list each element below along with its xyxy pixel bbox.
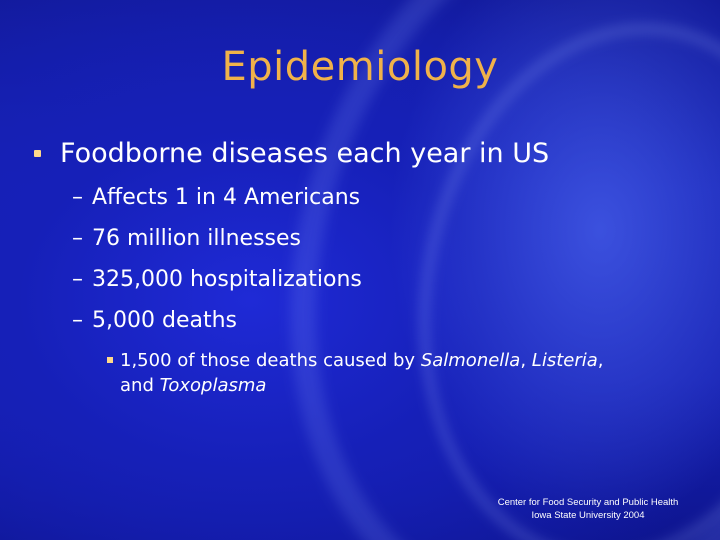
bullet-main: [34, 138, 694, 170]
sub-bullet-text: Affects 1 in 4 Americans: [92, 185, 361, 210]
pathogen-toxoplasma: Toxoplasma: [159, 375, 267, 396]
dash-icon: –: [72, 226, 83, 251]
sub-bullet-text: 5,000 deaths: [92, 308, 237, 333]
pathogen-salmonella: Salmonella: [420, 350, 521, 371]
slide-content: [34, 138, 694, 398]
sub-sub-bullet-prefix: 1,500 of those deaths caused by: [120, 350, 421, 371]
footer: [478, 496, 698, 522]
sub-bullet: [34, 307, 694, 335]
sub-bullet: [34, 184, 694, 212]
sub-bullet: [34, 266, 694, 294]
bullet-square-icon: [34, 150, 41, 157]
sub-bullet-text: 76 million illnesses: [92, 226, 301, 251]
separator: ,: [520, 350, 532, 371]
footer-line-university: Iowa State University 2004: [531, 510, 645, 521]
bullet-square-icon: [107, 357, 113, 363]
dash-icon: –: [72, 185, 83, 210]
sub-bullet: [34, 225, 694, 253]
bullet-main-text: Foodborne diseases each year in US: [60, 138, 550, 169]
dash-icon: –: [72, 267, 83, 292]
footer-line-organization: Center for Food Security and Public Health: [497, 497, 679, 508]
pathogen-listeria: Listeria: [531, 350, 598, 371]
sub-bullet-text: 325,000 hospitalizations: [92, 267, 362, 292]
sub-sub-bullet: [34, 348, 640, 398]
slide-title: Epidemiology: [221, 44, 499, 90]
separator: , and: [120, 350, 604, 396]
dash-icon: –: [72, 308, 83, 333]
